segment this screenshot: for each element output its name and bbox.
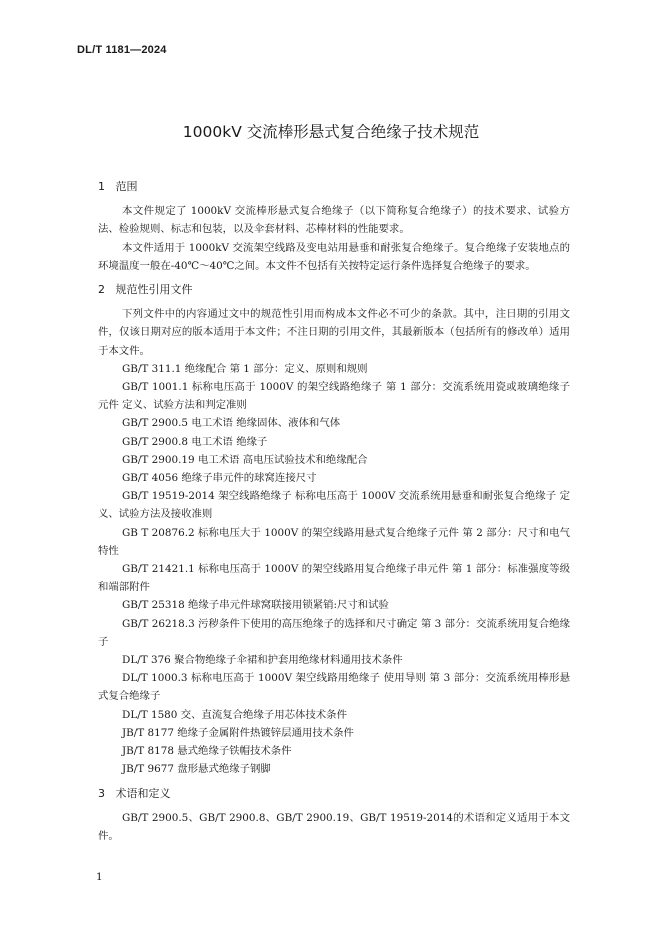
- paragraph: 本文件规定了 1000kV 交流棒形悬式复合绝缘子（以下简称复合绝缘子）的技术要求、试验方法、检验规则、标志和包装，以及伞套材料、芯棒材料的性能要求。: [98, 205, 570, 236]
- document-title: 1000kV 交流棒形悬式复合绝缘子技术规范: [182, 123, 480, 141]
- section-normative-references: [98, 281, 570, 778]
- reference-item: GB/T 2900.8 电工术语 绝缘子: [122, 435, 268, 448]
- reference-item: DL/T 376 聚合物绝缘子伞裙和护套用绝缘材料通用技术条件: [122, 654, 403, 667]
- reference-item: GB/T 1001.1 标称电压高于 1000V 的架空线路绝缘子 第 1 部分：交流系统用瓷或玻璃绝缘子元件 定义、试验方法和判定准则: [98, 381, 570, 412]
- section-number: 3: [98, 786, 105, 800]
- section-heading: [98, 785, 570, 803]
- paragraph: 本文件适用于 1000kV 交流架空线路及变电站用悬垂和耐张复合绝缘子。复合绝缘子安装地点的环境温度一般在-40℃～40℃之间。本文件不包括有关按特定运行条件选择复合绝缘子的要求。: [98, 241, 570, 272]
- reference-item: GB/T 21421.1 标称电压高于 1000V 的架空线路用复合绝缘子串元件 第 1 部分：标准强度等级和端部附件: [98, 563, 570, 594]
- section-title: 规范性引用文件: [115, 283, 193, 297]
- reference-item: JB/T 9677 盘形悬式绝缘子钢脚: [122, 763, 271, 776]
- reference-item: GB/T 25318 绝缘子串元件球窝联接用锁紧销:尺寸和试验: [122, 599, 389, 612]
- reference-item: DL/T 1000.3 标称电压高于 1000V 架空线路用绝缘子 使用导则 第 3 部分：交流系统用棒形悬式复合绝缘子: [98, 672, 570, 703]
- reference-item: GB/T 311.1 绝缘配合 第 1 部分：定义、原则和规则: [122, 362, 368, 375]
- reference-item: JB/T 8177 绝缘子金属附件热镀锌层通用技术条件: [122, 726, 354, 739]
- section-number: 1: [98, 180, 105, 193]
- section-number: 2: [98, 283, 105, 297]
- reference-item: GB/T 26218.3 污秽条件下使用的高压绝缘子的选择和尺寸确定 第 3 部分：交流系统用复合绝缘子: [98, 617, 570, 648]
- page-number: 1: [96, 871, 103, 883]
- reference-item: DL/T 1580 交、直流复合绝缘子用芯体技术条件: [122, 708, 347, 721]
- reference-item: GB/T 4056 绝缘子串元件的球窝连接尺寸: [122, 472, 317, 485]
- standard-code: DL/T 1181—2024: [77, 44, 167, 56]
- reference-item: GB/T 19519-2014 架空线路绝缘子 标称电压高于 1000V 交流系统用悬垂和耐张复合绝缘子 定义、试验方法及接收准则: [98, 490, 570, 521]
- document-body: [98, 172, 570, 849]
- section-title: 范围: [115, 180, 138, 193]
- paragraph: GB/T 2900.5、GB/T 2900.8、GB/T 2900.19、GB/T 19519-2014的术语和定义适用于本文件。: [98, 811, 570, 842]
- section-terms-definitions: [98, 785, 570, 846]
- reference-item: JB/T 8178 悬式绝缘子铁帽技术条件: [122, 745, 292, 758]
- section-heading: [98, 178, 570, 196]
- reference-item: GB T 20876.2 标称电压大于 1000V 的架空线路用悬式复合绝缘子元件 第 2 部分：尺寸和电气特性: [98, 526, 570, 557]
- section-heading: [98, 281, 570, 299]
- reference-item: GB/T 2900.19 电工术语 高电压试验技术和绝缘配合: [122, 453, 368, 466]
- paragraph: 下列文件中的内容通过文中的规范性引用而构成本文件必不可少的条款。其中，注日期的引用文件，仅该日期对应的版本适用于本文件；不注日期的引用文件，其最新版本（包括所有的修改单）适用于本文件。: [98, 308, 570, 357]
- section-title: 术语和定义: [115, 786, 171, 800]
- reference-item: GB/T 2900.5 电工术语 绝缘固体、液体和气体: [122, 417, 341, 430]
- section-scope: [98, 178, 570, 275]
